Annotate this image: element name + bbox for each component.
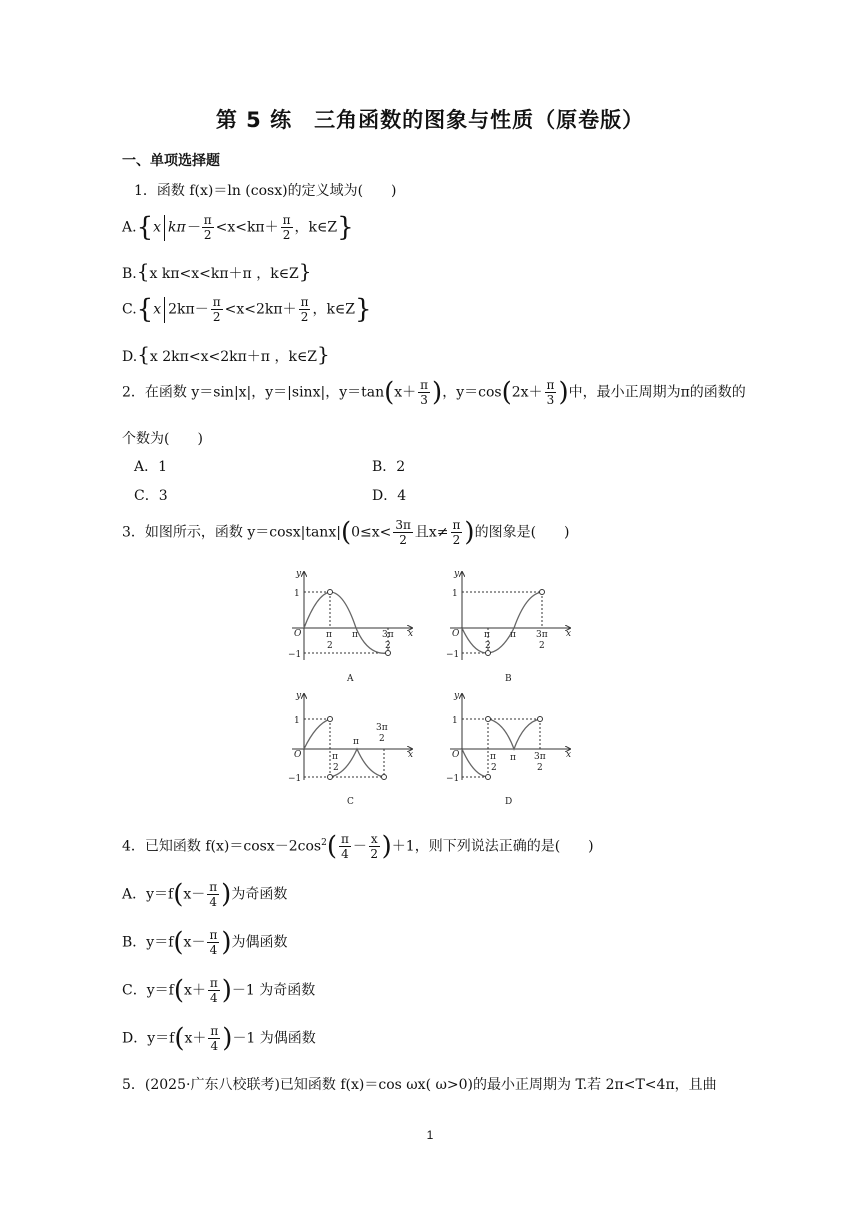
svg-text:π: π [353,737,359,747]
q4-option-b: B．y＝f(x－ $\frac{\pi}{4}$ )为偶函数 [122,927,288,958]
svg-text:−1: −1 [446,650,460,660]
q1-option-d: D.{x 2kπ<x<2kπ＋π ，k∈Z} [122,342,330,366]
q2-option-d: D．4 [372,488,407,504]
page-number: 1 [426,1128,434,1142]
svg-text:2: 2 [537,763,543,773]
graph-a [292,572,412,660]
svg-text:2: 2 [333,763,339,773]
svg-text:2: 2 [379,734,385,744]
svg-text:π: π [510,753,516,763]
svg-text:y: y [454,569,460,579]
svg-text:π: π [352,630,358,640]
svg-text:−1: −1 [446,774,460,784]
svg-text:1: 1 [452,716,458,726]
svg-text:O: O [452,750,460,760]
svg-text:1: 1 [294,716,300,726]
svg-text:C: C [347,797,354,807]
svg-text:π: π [326,630,332,640]
section-heading: 一、单项选择题 [122,153,220,169]
svg-text:2: 2 [327,641,333,651]
q1-option-a: A.{x kπ－ $\frac{\pi}{2}$ <x<kπ＋ $\frac{\pi}{2}$ ，k∈Z} [122,212,354,243]
q3-graphs [284,564,580,810]
q4-option-a: A．y＝f(x－ $\frac{\pi}{4}$ )为奇函数 [122,879,288,910]
svg-text:x: x [408,750,414,760]
svg-text:−1: −1 [288,650,302,660]
graph-c [292,694,412,780]
page-title: 第 5 练 三角函数的图象与性质（原卷版） [215,108,645,132]
svg-text:3π: 3π [536,630,548,640]
svg-text:−1: −1 [288,774,302,784]
svg-text:A: A [347,674,354,684]
q1-stem: 1．函数 f(x)＝ln (cosx)的定义域为( ) [134,183,397,199]
svg-text:3π: 3π [534,752,546,762]
q2-option-a: A．1 [134,459,168,475]
svg-text:D: D [505,797,513,807]
q4-option-c: C．y＝f(x＋ $\frac{\pi}{4}$ )－1 为奇函数 [122,975,316,1006]
svg-text:x: x [566,750,572,760]
svg-text:3π: 3π [376,723,388,733]
svg-text:x: x [408,629,414,639]
svg-text:π: π [332,752,338,762]
q3-stem: 3．如图所示，函数 y＝cosx|tanx|(0≤x< $\frac{3\pi}{2}$ 且x≠ $\frac{\pi}{2}$ )的图象是( ) [122,517,570,548]
svg-text:y: y [454,691,460,701]
svg-text:2: 2 [491,763,497,773]
svg-text:2: 2 [385,641,391,651]
svg-text:O: O [294,629,302,639]
svg-text:2: 2 [485,641,491,651]
svg-text:1: 1 [294,589,300,599]
q2-stem: 2．在函数 y＝sin|x|，y＝|sinx|，y＝tan(x＋ $\frac{\pi}{3}$ )，y＝cos(2x＋ $\frac{\pi}{3}$ )中，最小正周期为π的函数的 [122,377,746,408]
graph-b [450,572,570,660]
svg-text:π: π [490,752,496,762]
svg-text:B: B [505,674,512,684]
q2-option-b: B．2 [372,459,406,475]
q2-option-c: C．3 [134,488,168,504]
q5-stem: 5．(2025·广东八校联考)已知函数 f(x)＝cos ωx( ω>0)的最小正周期为 T.若 2π<T<4π，且曲 [122,1077,717,1093]
q4-stem: 4．已知函数 $f(x)=\cos x-2\cos^2$( $\frac{\pi}{4}$ － $\frac{x}{2}$ )＋1，则下列说法正确的是( ) [122,831,594,862]
svg-text:2: 2 [539,641,545,651]
svg-text:O: O [452,629,460,639]
svg-text:π: π [484,630,490,640]
svg-text:π: π [510,630,516,640]
svg-text:y: y [296,569,302,579]
q4-option-d: D．y＝f(x＋ $\frac{\pi}{4}$ )－1 为偶函数 [122,1023,316,1054]
svg-text:y: y [296,691,302,701]
svg-text:O: O [294,750,302,760]
q2-stem-cont: 个数为( ) [122,431,203,447]
svg-text:3π: 3π [382,630,394,640]
q1-option-c: C.{x 2kπ－ $\frac{\pi}{2}$ <x<2kπ＋ $\frac{\pi}{2}$ ，k∈Z} [122,294,372,325]
q1-option-b: B.{x kπ<x<kπ＋π ，k∈Z} [122,259,312,283]
svg-text:1: 1 [452,589,458,599]
graph-d [450,694,570,780]
svg-text:x: x [566,629,572,639]
